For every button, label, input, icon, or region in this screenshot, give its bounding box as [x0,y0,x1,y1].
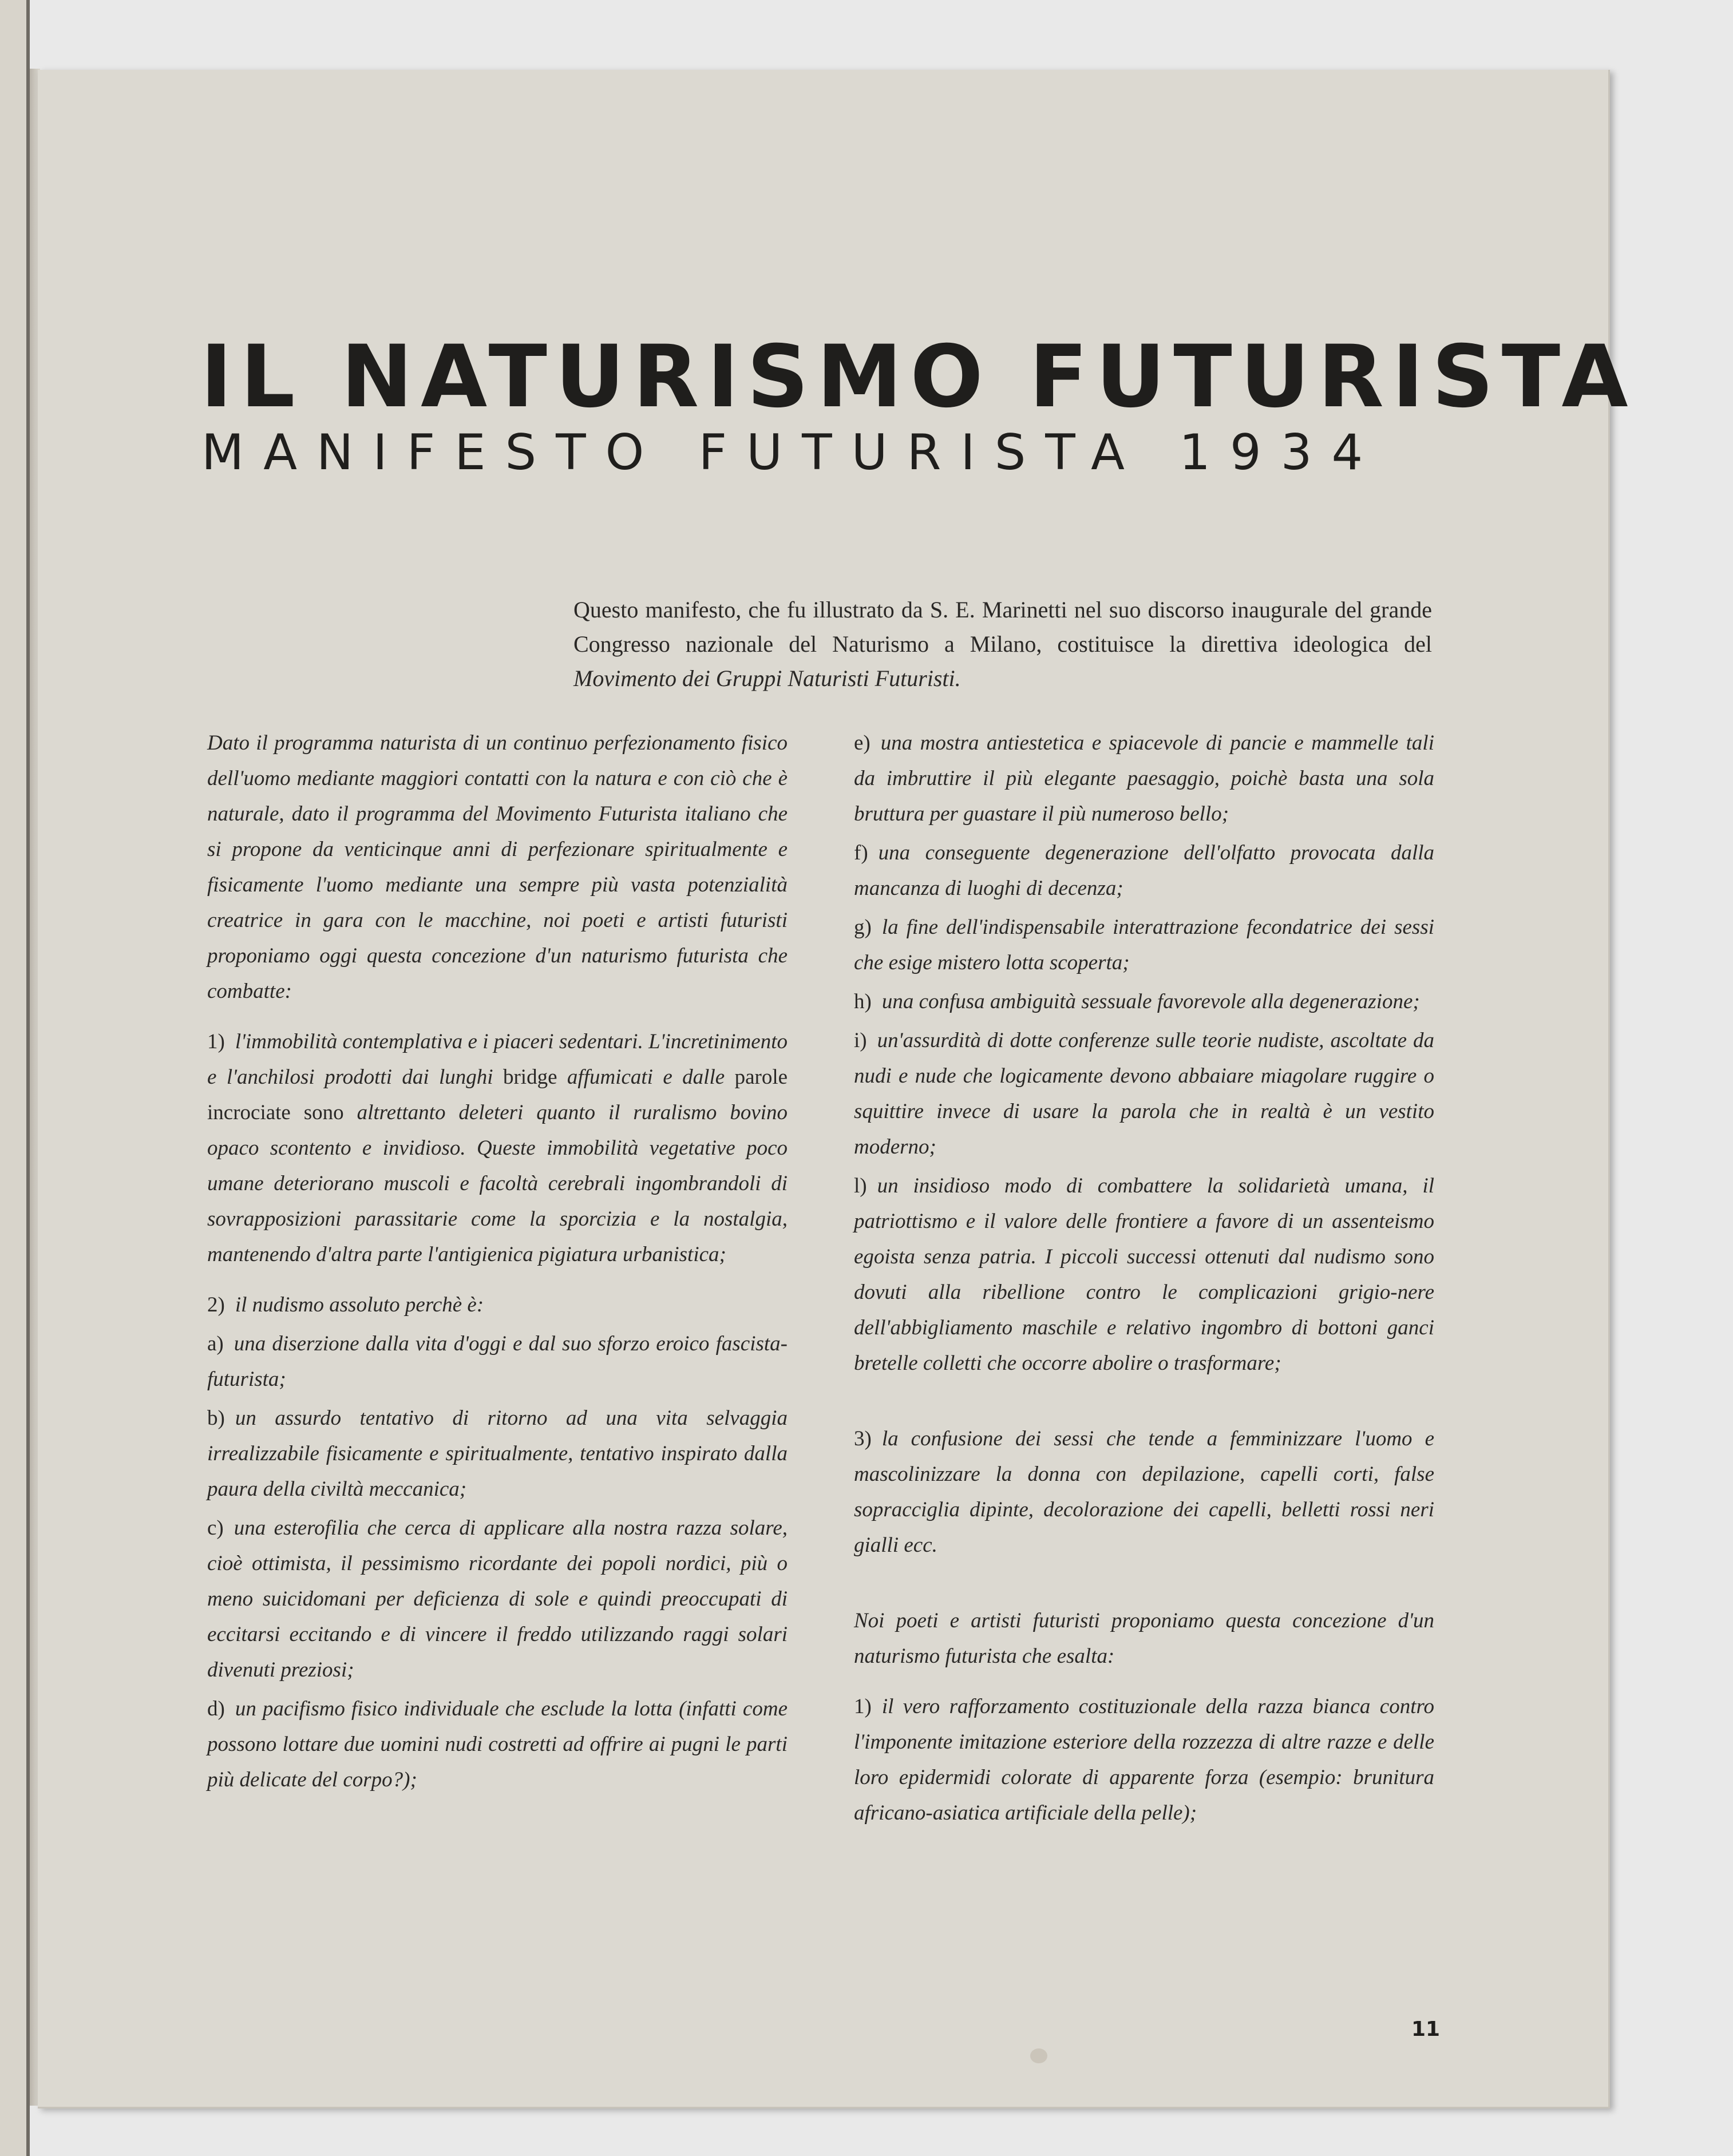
list-item [854,1421,1434,1563]
sub-list-item [854,910,1434,981]
item-marker: b) [207,1406,225,1430]
page-subtitle: MANIFESTO FUTURISTA 1934 [201,424,1383,481]
intro-text: Questo manifesto, che fu illustrato da S. E. Marinetti nel suo discorso inaugurale del grande Congresso nazionale del Naturismo a Milano, costituisce la direttiva ideologica del [573,597,1432,657]
list-item [207,1024,788,1273]
sub-list-item [854,726,1434,832]
sub-list-item [854,835,1434,906]
sub-list-item [854,984,1434,1020]
previous-page-edge [0,0,30,2156]
item-marker: d) [207,1697,225,1721]
sub-list-item [854,1023,1434,1165]
item-marker: l) [854,1174,867,1198]
magazine-page [38,70,1636,2109]
item-text: un assurdo tentativo di ritorno ad una vita selvaggia irrealizzabile fisicamente e spiritualmente, tentativo inspirato dalla paura della civiltà meccanica; [207,1406,788,1501]
list-item [854,1689,1434,1831]
item-text: un'assurdità di dotte conferenze sulle teorie nudiste, ascoltate da nudi e nude che logicamente devono abbaiare miagolare ruggire o squittire invece di usare la parola che in realtà è un vestito moderno; [854,1029,1434,1159]
sub-list-item [207,1511,788,1688]
item-text: il vero rafforzamento costituzionale della razza bianca contro l'imponente imitazione esteriore della rozzezza di altre razze e delle loro epidermidi colorate di apparente forza (esempio: brunitura africano-asiatica artificiale della pelle); [854,1695,1434,1825]
item-text: la confusione dei sessi che tende a femminizzare l'uomo e mascolinizzare la donna con depilazione, capelli corti, false sopracciglia dipinte, decolorazione dei capelli, belletti rossi neri gialli ecc. [854,1427,1434,1557]
item-marker: g) [854,915,872,939]
item-text: il nudismo assoluto perchè è: [235,1293,484,1317]
page-title: IL NATURISMO FUTURISTA [200,327,1636,427]
item-marker: a) [207,1332,224,1356]
item-marker: 2) [207,1293,225,1317]
item-marker: 3) [854,1427,872,1450]
sub-list-item [207,1401,788,1507]
intro-italic: Movimento dei Gruppi Naturisti Futuristi. [573,665,961,691]
item-text: una esterofilia che cerca di applicare alla nostra razza solare, cioè ottimista, il pessimismo ricordante dei popoli nordici, più o meno suicidomani per deficienza di sole e quindi preoccupati di eccitarsi eccitando e di vincere il freddo utilizzando raggi solari divenuti preziosi; [207,1516,788,1682]
left-column [207,726,788,1801]
item-marker: c) [207,1516,224,1540]
sub-list-item [854,1168,1434,1381]
item-text: una conseguente degenerazione dell'olfatto provocata dalla mancanza di luoghi di decenza; [854,841,1434,900]
item-text: l'immobilità contemplativa e i piaceri sedentari. L'incretinimento e l'anchilosi prodotti dai lunghi [207,1030,788,1089]
right-column [854,726,1434,1834]
second-preamble-paragraph: Noi poeti e artisti futuristi proponiamo questa concezione d'un naturismo futurista che esalta: [854,1609,1434,1668]
item-text: un pacifismo fisico individuale che esclude la lotta (infatti come possono lottare due uomini nudi costretti ad offrire ai pugni le parti più delicate del corpo?); [207,1697,788,1792]
page-number: 11 [1411,2018,1441,2041]
item-marker: i) [854,1029,867,1052]
item-marker: 1) [854,1695,872,1718]
item-text: la fine dell'indispensabile interattrazione fecondatrice dei sessi che esige mistero lotta scoperta; [854,915,1434,974]
sub-list-item [207,1691,788,1798]
item-marker: 1) [207,1030,225,1053]
item-text: un insidioso modo di combattere la solidarietà umana, il patriottismo e il valore delle frontiere a favore di un assenteismo egoista senza patria. I piccoli successi ottenuti dal nudismo sono dovuti alla ribellione contro le complicazioni grigio-nere dell'abbigliamento maschile e relativo ingombro di bottoni ganci bretelle colletti che occorre abolire o trasformare; [854,1174,1434,1375]
intro-paragraph [573,593,1432,696]
item-text: una mostra antiestetica e spiacevole di pancie e mammelle tali da imbruttire il più elegante paesaggio, poichè basta una sola bruttura per guastare il più numeroso bello; [854,731,1434,826]
item-text: una confusa ambiguità sessuale favorevole alla degenerazione; [881,990,1420,1013]
sub-list-item [207,1326,788,1397]
item-marker: h) [854,990,872,1013]
item-text-roman: bridge [503,1065,557,1089]
list-item [207,1287,788,1323]
item-text: affumicati e dalle [567,1065,725,1089]
item-text: una diserzione dalla vita d'oggi e dal suo sforzo eroico fascista-futurista; [207,1332,788,1391]
item-text-roman: parole incrociate sono [207,1065,788,1124]
preamble-paragraph: Dato il programma naturista di un continuo perfezionamento fisico dell'uomo mediante maggiori contatti con la natura e con ciò che è naturale, dato il programma del Movimento Futurista italiano che si propone da venticinque anni di perfezionare spiritualmente e fisicamente l'uomo mediante una sempre più vasta potenzialità creatrice in gara con le macchine, noi poeti e artisti futuristi proponiamo oggi questa concezione d'un naturismo futurista che combatte: [207,731,788,1003]
item-text: altrettanto deleteri quanto il ruralismo bovino opaco scontento e invidioso. Queste immobilità vegetative poco umane deteriorano muscoli e facoltà cerebrali ingombrandoli di sovrapposizioni parassitarie come la sporcizia e la nostalgia, mantenendo d'altra parte l'antigienica pigiatura urbanistica; [207,1101,788,1266]
item-marker: e) [854,731,871,755]
paper-stain [1030,2048,1047,2063]
item-marker: f) [854,841,868,865]
